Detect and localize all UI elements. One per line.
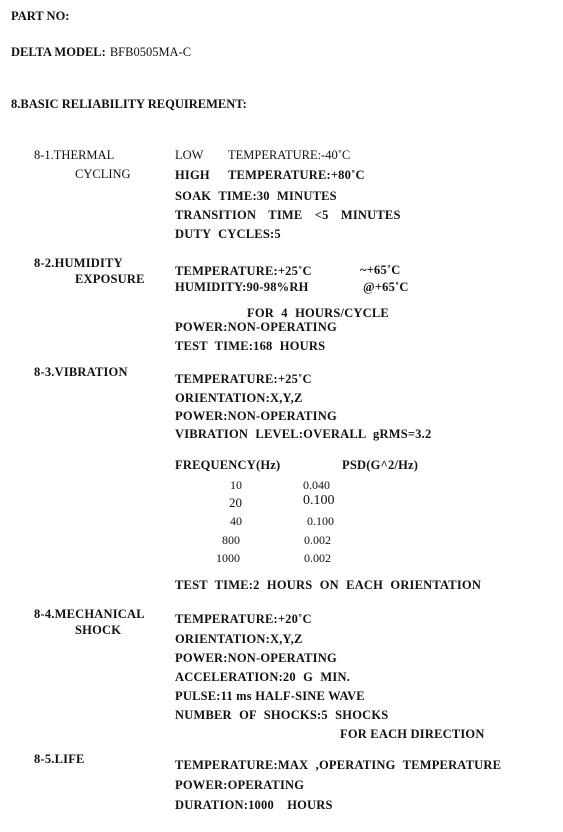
frequency-value: 1000 — [216, 551, 240, 565]
life-duration: DURATION:1000 HOURS — [175, 798, 333, 812]
humidity-at: @+65˚C — [363, 280, 409, 294]
thermal-duty: DUTY CYCLES:5 — [175, 227, 281, 241]
psd-value: 0.100 — [303, 493, 335, 508]
delta-model-value: BFB0505MA-C — [109, 45, 192, 59]
shock-power: POWER:NON-OPERATING — [175, 651, 337, 665]
vibration-power: POWER:NON-OPERATING — [175, 409, 337, 423]
shock-title: 8-4.MECHANICAL — [34, 607, 145, 621]
psd-value: 0.040 — [303, 478, 330, 492]
humidity-test-time: TEST TIME:168 HOURS — [175, 339, 326, 353]
humidity-power: POWER:NON-OPERATING — [175, 320, 337, 334]
thermal-high-label: HIGH — [175, 168, 210, 182]
vibration-level: VIBRATION LEVEL:OVERALL gRMS=3.2 — [175, 427, 432, 441]
shock-acceleration: ACCELERATION:20 G MIN. — [175, 670, 351, 684]
frequency-value: 10 — [230, 478, 242, 492]
frequency-header: FREQUENCY(Hz) — [175, 458, 281, 472]
psd-value: 0.100 — [307, 514, 334, 528]
thermal-high-value: TEMPERATURE:+80˚C — [228, 168, 365, 182]
thermal-soak: SOAK TIME:30 MINUTES — [175, 189, 337, 203]
shock-subtitle: SHOCK — [75, 623, 122, 637]
shock-orientation: ORIENTATION:X,Y,Z — [175, 632, 303, 646]
delta-model-line — [11, 43, 191, 61]
life-title: 8-5.LIFE — [34, 752, 85, 766]
shock-number: NUMBER OF SHOCKS:5 SHOCKS — [175, 708, 389, 722]
part-no-label: PART NO: — [11, 9, 70, 23]
life-power: POWER:OPERATING — [175, 778, 305, 792]
thermal-low-value: TEMPERATURE:-40˚C — [228, 148, 351, 162]
thermal-transition: TRANSITION TIME <5 MINUTES — [175, 208, 401, 222]
humidity-temp-range: ~+65˚C — [360, 263, 401, 277]
shock-temp: TEMPERATURE:+20˚C — [175, 612, 312, 626]
shock-pulse: PULSE:11 ms HALF-SINE WAVE — [175, 689, 365, 703]
frequency-value: 20 — [229, 495, 242, 510]
vibration-title: 8-3.VIBRATION — [34, 365, 128, 379]
psd-value: 0.002 — [304, 551, 331, 565]
shock-direction: FOR EACH DIRECTION — [340, 727, 485, 741]
vibration-temp: TEMPERATURE:+25˚C — [175, 372, 312, 386]
thermal-title: 8-1.THERMAL — [34, 148, 115, 162]
humidity-temp: TEMPERATURE:+25˚C — [175, 264, 312, 278]
humidity-cycle: FOR 4 HOURS/CYCLE — [247, 306, 389, 320]
psd-header: PSD(G^2/Hz) — [342, 458, 419, 472]
section-title: 8.BASIC RELIABILITY REQUIREMENT: — [11, 97, 247, 111]
delta-model-label: DELTA MODEL: — [11, 45, 106, 59]
humidity-subtitle: EXPOSURE — [75, 272, 145, 286]
humidity-rh: HUMIDITY:90-98%RH — [175, 280, 309, 294]
frequency-value: 800 — [222, 533, 240, 547]
thermal-subtitle: CYCLING — [75, 167, 131, 181]
vibration-test-time: TEST TIME:2 HOURS ON EACH ORIENTATION — [175, 578, 482, 592]
life-temp: TEMPERATURE:MAX ,OPERATING TEMPERATURE — [175, 758, 502, 772]
humidity-title: 8-2.HUMIDITY — [34, 256, 123, 270]
thermal-low-label: LOW — [175, 148, 204, 162]
psd-value: 0.002 — [304, 533, 331, 547]
frequency-value: 40 — [230, 514, 242, 528]
vibration-orientation: ORIENTATION:X,Y,Z — [175, 391, 303, 405]
